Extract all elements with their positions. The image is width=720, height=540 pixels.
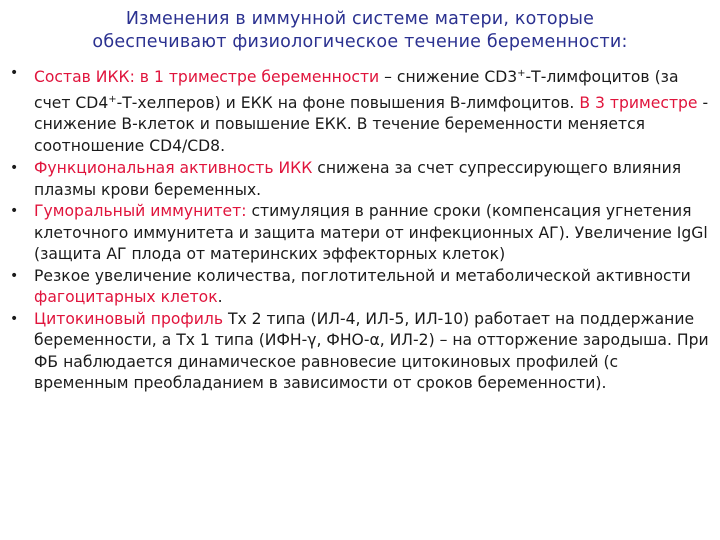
bullet-icon: • bbox=[10, 160, 19, 176]
title-line-1: Изменения в иммунной системе матери, которые bbox=[125, 9, 595, 29]
item-highlight: Функциональная активность ИКК bbox=[34, 159, 313, 177]
superscript-plus: + bbox=[108, 93, 117, 105]
item-text: Резкое увеличение количества, поглотительной и метаболической активности bbox=[34, 266, 691, 285]
item-text: - снижение В-клеток и повышение ЕКК. В течение беременности меняется соотношение CD4/CD8. bbox=[34, 93, 709, 155]
bullet-icon: • bbox=[10, 203, 19, 219]
item-highlight: Гуморальный иммунитет: bbox=[34, 202, 247, 220]
item-text: . bbox=[217, 288, 223, 306]
item-highlight: Состав ИКК: в 1 триместре беременности bbox=[34, 68, 380, 86]
list-item-functional-activity bbox=[10, 158, 710, 201]
list-item-phagocytes bbox=[10, 266, 710, 309]
item-text: стимуляция в ранние сроки (компенсация угнетения клеточного иммунитета и защита матери от инфекционных АГ). Увеличение IgGl (защита АГ плода от материнских эффекторных клеток) bbox=[34, 202, 708, 263]
bullet-icon: • bbox=[10, 65, 19, 81]
bullet-list bbox=[10, 63, 710, 395]
item-text: -Т-хелперов) и ЕКК на фоне повышения В-лимфоцитов. bbox=[116, 93, 580, 112]
item-text: Тх 2 типа (ИЛ-4, ИЛ-5, ИЛ-10) работает на поддержание беременности, а Тх 1 типа (ИФН-γ, ФНО-α, ИЛ-2) – на отторжение зародыша. При ФБ наблюдается динамическое равновесие цитокиновых профилей (с временным преобладанием в зависимости от сроков беременности). bbox=[34, 309, 709, 392]
item-text: – снижение CD3 bbox=[379, 68, 518, 86]
item-highlight: В 3 триместре bbox=[579, 93, 698, 112]
item-text: -Т-лимфоцитов (за счет CD4 bbox=[34, 68, 679, 112]
list-item-composition bbox=[10, 63, 710, 157]
item-highlight: фагоцитарных клеток bbox=[34, 288, 218, 306]
title-line-2: обеспечивают физиологическое течение беременности: bbox=[92, 32, 628, 52]
slide-title bbox=[0, 8, 720, 54]
list-item-cytokine-profile bbox=[10, 309, 710, 395]
bullet-icon: • bbox=[10, 267, 19, 284]
item-highlight: Цитокиновый профиль bbox=[34, 309, 224, 328]
bullet-icon: • bbox=[10, 310, 19, 327]
superscript-plus: + bbox=[517, 68, 526, 79]
list-item-humoral-immunity bbox=[10, 201, 710, 266]
item-text: снижена за счет супрессирующего влияния плазмы крови беременных. bbox=[34, 159, 682, 199]
